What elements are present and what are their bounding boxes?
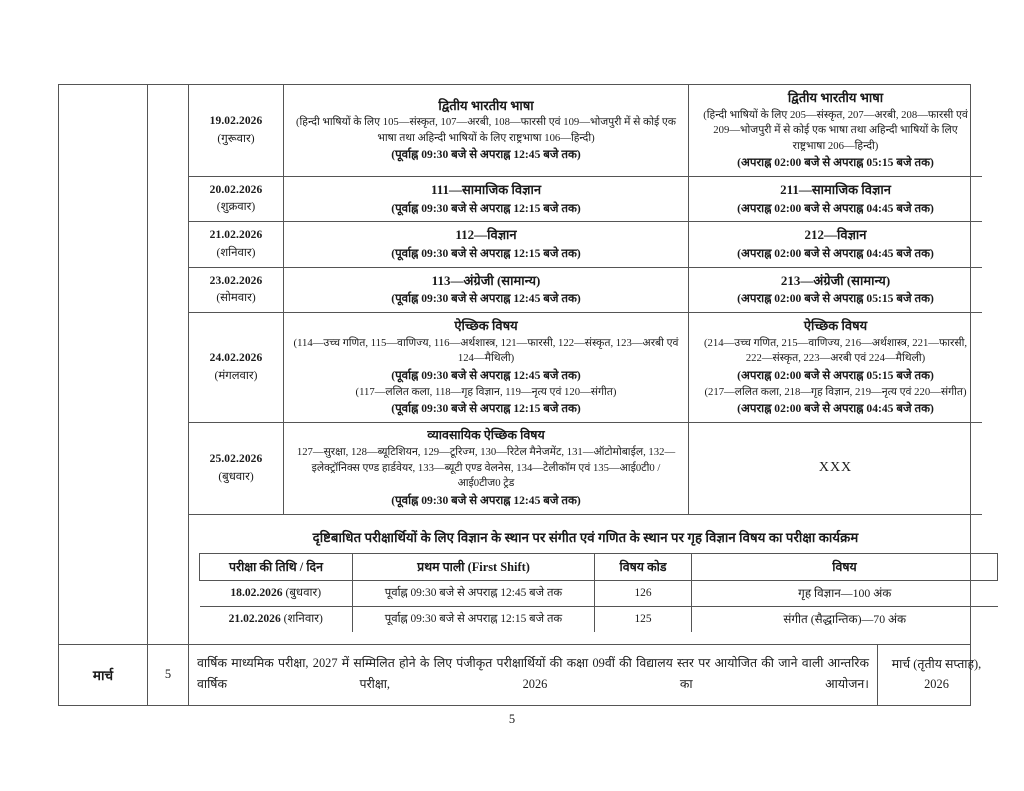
subject-note: (हिन्दी भाषियों के लिए 105—संस्कृत, 107—अरबी, 108—फारसी एवं 109—भोजपुरी में से कोई एक भाषा तथा अहिन्दी भाषियों के लिए राष्ट्रभाषा 106—हिन्दी) — [295, 116, 677, 144]
exam-date-cell — [189, 177, 284, 222]
exam-date-cell — [189, 85, 284, 177]
shift-time: (अपराह्न 02:00 बजे से अपराह्न 04:45 बजे तक) — [737, 246, 934, 260]
vi-code-cell: 125 — [595, 606, 692, 632]
shift-time: (पूर्वाह्न 09:30 बजे से अपराह्न 12:45 बजे तक) — [391, 148, 581, 162]
subject-heading: 211—सामाजिक विज्ञान — [780, 182, 891, 198]
table-row-visually-impaired — [189, 514, 982, 644]
exam-date-grid — [189, 85, 982, 644]
table-row-continuation — [59, 85, 971, 645]
second-shift-cell — [689, 267, 983, 312]
subject-heading: द्वितीय भारतीय भाषा — [787, 90, 884, 105]
table-row-21-02-2026 — [189, 222, 982, 267]
march-description: वार्षिक माध्यमिक परीक्षा, 2027 में सम्मिलित होने के लिए पंजीकृत परीक्षार्थियों की कक्षा 09वीं की विद्यालय स्तर पर आयोजित की जाने वाली आन्तरिक वार्षिक परीक्षा, 2026 का आयोजन। — [189, 645, 878, 705]
subject-note-secondary: (117—ललित कला, 118—गृह विज्ञान, 119—नृत्य एवं 120—संगीत) — [355, 385, 617, 398]
shift-time: (पूर्वाह्न 09:30 बजे से अपराह्न 12:45 बजे तक) — [391, 493, 581, 507]
exam-date-cell — [189, 423, 284, 514]
subject-note: (हिन्दी भाषियों के लिए 205—संस्कृत, 207—अरबी, 208—फारसी एवं 209—भोजपुरी में से कोई एक भाषा तथा अहिन्दी भाषियों के लिए राष्ट्रभाषा 206—हिन्दी) — [703, 108, 968, 152]
serial-cell-empty — [148, 85, 189, 645]
vi-subject-cell: संगीत (सैद्धान्तिक)—70 अंक — [692, 606, 998, 632]
table-row — [200, 606, 998, 632]
exam-date: 23.02.2026 — [209, 274, 263, 287]
march-body-cell — [189, 644, 982, 705]
shift-time: (अपराह्न 02:00 बजे से अपराह्न 05:15 बजे तक) — [737, 368, 934, 382]
exam-date: 24.02.2026 — [209, 352, 263, 365]
exam-day: (सोमवार) — [216, 292, 256, 305]
subject-heading: ऐच्छिक विषय — [803, 318, 868, 334]
vi-day: (बुधवार) — [285, 586, 322, 600]
subject-heading: द्वितीय भारतीय भाषा — [438, 97, 534, 113]
table-row-24-02-2026 — [189, 313, 982, 423]
first-shift-cell — [284, 177, 689, 222]
vi-shift-cell: पूर्वाह्न 09:30 बजे से अपराह्न 12:15 बजे तक — [353, 606, 595, 632]
subject-heading: 212—विज्ञान — [804, 227, 867, 243]
month-cell-empty — [59, 85, 148, 645]
first-shift-cell — [284, 423, 689, 514]
subject-heading: व्यावसायिक ऐच्छिक विषय — [427, 428, 545, 443]
first-shift-cell — [284, 313, 689, 423]
vi-day: (शनिवार) — [283, 612, 323, 626]
shift-time: (पूर्वाह्न 09:30 बजे से अपराह्न 12:15 बजे तक) — [391, 201, 581, 215]
exam-date: 25.02.2026 — [209, 453, 263, 466]
subject-heading: ऐच्छिक विषय — [454, 318, 518, 334]
exam-date: 21.02.2026 — [209, 229, 263, 242]
second-shift-cell-placeholder — [689, 423, 983, 514]
exam-schedule-body-cell — [189, 85, 971, 645]
subject-heading: 213—अंग्रेजी (सामान्य) — [780, 272, 891, 288]
march-when-cell — [878, 645, 996, 705]
table-row-20-02-2026 — [189, 177, 982, 222]
vi-date: 21.02.2026 — [228, 612, 281, 626]
exam-day: (शनिवार) — [216, 246, 256, 259]
column-header-subject: विषय — [692, 553, 998, 580]
exam-date: 19.02.2026 — [209, 114, 263, 127]
subject-note: 127—सुरक्षा, 128—ब्यूटिशियन, 129—टूरिज्म, 130—रिटेल मैनेजमेंट, 131—ऑटोमोबाईल, 132—इलेक्ट्रॉनिक्स एण्ड हार्डवेयर, 133—ब्यूटी एण्ड वेलनेस, 134—टेलीकॉम एवं 135—आई0टी0 / आई0टीज0 ट्रेड — [296, 446, 676, 490]
subject-heading: 111—सामाजिक विज्ञान — [430, 182, 542, 198]
shift-time-secondary: (अपराह्न 02:00 बजे से अपराह्न 04:45 बजे तक) — [737, 402, 934, 416]
table-row-25-02-2026 — [189, 423, 982, 514]
second-shift-cell — [689, 85, 983, 177]
march-detail-grid — [189, 645, 995, 705]
column-header-date: परीक्षा की तिथि / दिन — [200, 553, 353, 580]
exam-schedule-outer-table — [58, 84, 982, 706]
shift-time: (अपराह्न 02:00 बजे से अपराह्न 05:15 बजे तक) — [737, 156, 934, 170]
table-row — [200, 580, 998, 606]
exam-day: (मंगलवार) — [214, 369, 258, 382]
vi-date-cell — [200, 606, 353, 632]
exam-day: (गुरूवार) — [217, 132, 255, 145]
vi-date: 18.02.2026 — [230, 586, 283, 600]
second-shift-cell — [689, 313, 983, 423]
second-shift-cell — [689, 222, 983, 267]
table-row-march — [59, 644, 971, 705]
second-shift-cell — [689, 177, 983, 222]
visually-impaired-block — [189, 514, 982, 644]
exam-day: (शुक्रवार) — [216, 201, 256, 214]
exam-date: 20.02.2026 — [209, 183, 263, 196]
exam-date-cell — [189, 313, 284, 423]
vi-shift-cell: पूर्वाह्न 09:30 बजे से अपराह्न 12:45 बजे तक — [353, 580, 595, 606]
first-shift-cell — [284, 222, 689, 267]
shift-time: (अपराह्न 02:00 बजे से अपराह्न 05:15 बजे तक) — [737, 292, 934, 306]
exam-day: (बुधवार) — [218, 470, 254, 483]
first-shift-cell — [284, 267, 689, 312]
table-row-23-02-2026 — [189, 267, 982, 312]
table-row-19-02-2026 — [189, 85, 982, 177]
first-shift-cell — [284, 85, 689, 177]
vi-code-cell: 126 — [595, 580, 692, 606]
march-when-line1: मार्च (तृतीय सप्ताह), — [891, 657, 982, 672]
shift-time: (पूर्वाह्न 09:30 बजे से अपराह्न 12:15 बजे तक) — [391, 246, 581, 260]
subject-heading: 113—अंग्रेजी (सामान्य) — [431, 272, 541, 288]
visually-impaired-table — [199, 553, 998, 632]
column-header-shift: प्रथम पाली (First Shift) — [353, 553, 595, 580]
visually-impaired-title: दृष्टिबाधित परीक्षार्थियों के लिए विज्ञान के स्थान पर संगीत एवं गणित के स्थान पर गृह विज्ञान विषय का परीक्षा कार्यक्रम — [312, 529, 859, 545]
table-header-row — [200, 553, 998, 580]
month-cell: मार्च — [59, 644, 148, 705]
visually-impaired-wrapper — [191, 518, 980, 640]
shift-time: (पूर्वाह्न 09:30 बजे से अपराह्न 12:45 बजे तक) — [391, 368, 581, 382]
column-header-subject-code: विषय कोड — [595, 553, 692, 580]
march-when-line2: 2026 — [924, 676, 949, 691]
exam-date-cell — [189, 267, 284, 312]
shift-time-secondary: (पूर्वाह्न 09:30 बजे से अपराह्न 12:15 बजे तक) — [391, 402, 581, 416]
shift-time: (अपराह्न 02:00 बजे से अपराह्न 04:45 बजे तक) — [737, 201, 934, 215]
serial-cell: 5 — [148, 644, 189, 705]
page-number: 5 — [508, 712, 516, 726]
vi-subject-cell: गृह विज्ञान—100 अंक — [692, 580, 998, 606]
no-exam-placeholder: XXX — [818, 460, 853, 476]
subject-note-secondary: (217—ललित कला, 218—गृह विज्ञान, 219—नृत्य एवं 220—संगीत) — [704, 385, 967, 398]
subject-note: (114—उच्च गणित, 115—वाणिज्य, 116—अर्थशास्त्र, 121—फारसी, 122—संस्कृत, 123—अरबी एवं 124—मैथिली) — [293, 336, 679, 365]
shift-time: (पूर्वाह्न 09:30 बजे से अपराह्न 12:45 बजे तक) — [391, 292, 581, 306]
exam-date-cell — [189, 222, 284, 267]
table-row — [189, 645, 995, 705]
subject-note: (214—उच्च गणित, 215—वाणिज्य, 216—अर्थशास्त्र, 221—फारसी, 222—संस्कृत, 223—अरबी एवं 224—मैथिली) — [703, 336, 968, 365]
vi-date-cell — [200, 580, 353, 606]
subject-heading: 112—विज्ञान — [455, 227, 517, 243]
